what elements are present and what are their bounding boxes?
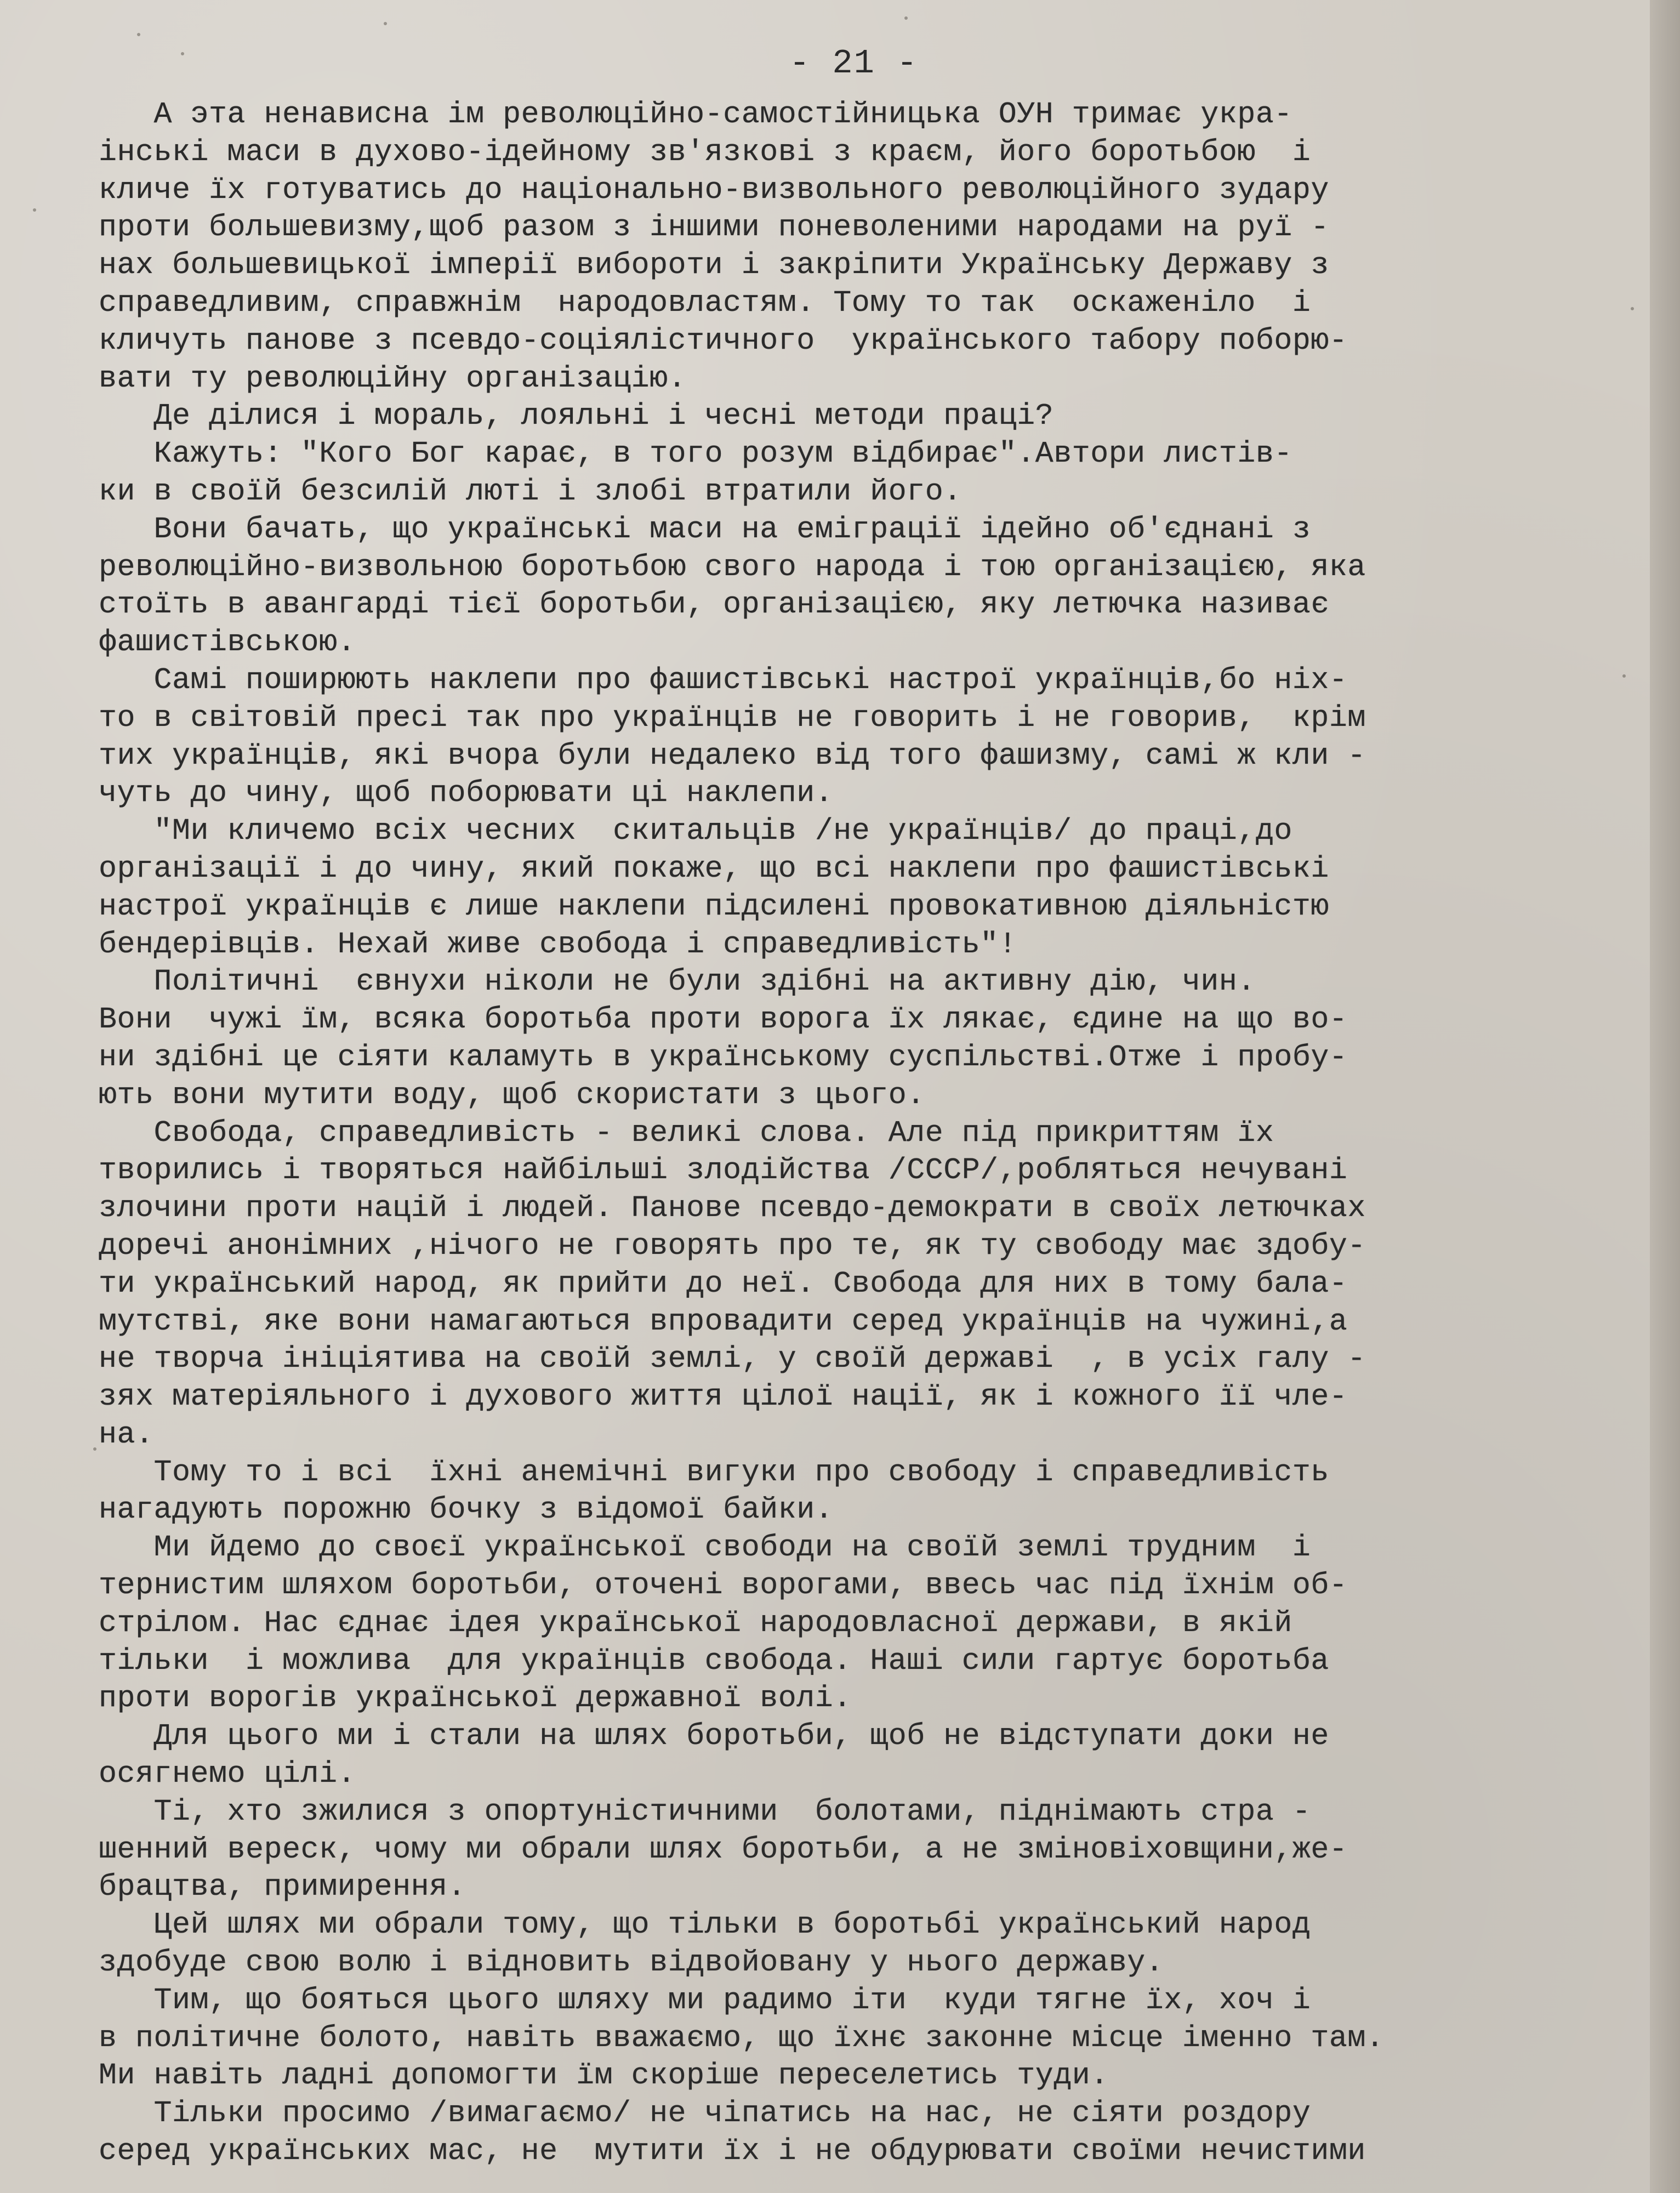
ink-speck <box>1631 307 1634 310</box>
text-line: то в світовій пресі так про українців не говорить і не говорив, крім <box>99 700 1366 735</box>
text-line: настрої українців є лише наклепи підсилені провокативною діяльністю <box>99 889 1329 924</box>
text-line: стрілом. Нас єднає ідея української народовласної держави, в якій <box>99 1605 1292 1640</box>
ink-speck <box>137 33 140 36</box>
page-edge-shadow <box>1650 0 1680 2193</box>
text-line: революційно-визвольною боротьбою свого народа і тою організацією, яка <box>99 549 1366 584</box>
text-line: Тому то і всі їхні анемічні вигуки про свободу і справедливість <box>99 1455 1329 1490</box>
text-line: на. <box>99 1417 154 1452</box>
text-line: серед українських мас, не мутити їх і не обдурювати своїми нечистими <box>99 2134 1366 2169</box>
text-line: тільки і можлива для українців свобода. Наші сили гартує боротьба <box>99 1643 1329 1678</box>
text-line: "Ми кличемо всіх чесних скитальців /не українців/ до праці,до <box>99 814 1292 849</box>
text-line: Самі поширюють наклепи про фашистівські настрої українців,бо ніх- <box>99 662 1348 697</box>
text-line: тих українців, які вчора були недалеко від того фашизму, самі ж кли - <box>99 738 1366 773</box>
text-line: Вони бачать, що українські маси на еміграції ідейно об'єднані з <box>99 512 1311 547</box>
text-line: проти ворогів української державної волі. <box>99 1681 852 1716</box>
text-line: в політичне болото, навіть вважаємо, що їхнє законне місце іменно там. <box>99 2020 1385 2055</box>
text-line: Кажуть: "Кого Бог карає, в того розум відбирає".Автори листів- <box>99 436 1292 471</box>
text-line: проти большевизму,щоб разом з іншими поневоленими народами на руї - <box>99 210 1329 245</box>
text-line: ють вони мутити воду, щоб скористати з цього. <box>99 1077 925 1112</box>
text-line: нах большевицької імперії вибороти і закріпити Українську Державу з <box>99 248 1329 283</box>
text-line: стоїть в авангарді тієї боротьби, організацією, яку летючка називає <box>99 587 1329 622</box>
ink-speck <box>384 22 387 25</box>
text-line: вати ту революційну організацію. <box>99 361 687 396</box>
text-line: Свобода, справедливість - великі слова. Але під прикриттям їх <box>99 1115 1274 1150</box>
text-line: осягнемо цілі. <box>99 1757 356 1792</box>
text-line: кличе їх готуватись до національно-визвольного революційного зудару <box>99 172 1329 207</box>
text-line: чуть до чину, щоб поборювати ці наклепи. <box>99 776 834 811</box>
typed-text-body <box>99 96 1590 2171</box>
text-line: кличуть панове з псевдо-соціялістичного українського табору поборю- <box>99 323 1348 358</box>
text-line: мутстві, яке вони намагаються впровадити серед українців на чужині,а <box>99 1304 1348 1339</box>
text-line: здобуде свою волю і відновить відвойовану у нього державу. <box>99 1945 1164 1980</box>
text-line: ти український народ, як прийти до неї. Свобода для них в тому бала- <box>99 1266 1348 1301</box>
page-number: - 21 - <box>789 44 919 83</box>
text-line: доречі анонімних ,нічого не говорять про те, як ту свободу має здобу- <box>99 1228 1366 1263</box>
ink-speck <box>1622 674 1626 678</box>
text-line: Тим, що бояться цього шляху ми радимо іти куди тягне їх, хоч і <box>99 1982 1311 2018</box>
text-line: Тільки просимо /вимагаємо/ не чіпатись на нас, не сіяти роздору <box>99 2096 1311 2131</box>
text-line: шенний вереск, чому ми обрали шлях боротьби, а не змінoвіховщини,жe- <box>99 1832 1348 1867</box>
text-line: ни здібні це сіяти каламуть в українському суспільстві.Отже і пробу- <box>99 1039 1348 1075</box>
ink-speck <box>904 16 908 20</box>
text-line: Ті, хто зжилися з опортуністичними болотами, піднімають стра - <box>99 1794 1311 1829</box>
text-line: нагадують порожню бочку з відомої байки. <box>99 1492 834 1527</box>
text-line: Для цього ми і стали на шлях боротьби, щоб не відступати доки не <box>99 1719 1329 1754</box>
text-line: Ми навіть ладні допомогти їм скоріше переселетись туди. <box>99 2058 1109 2093</box>
text-line: фашистівською. <box>99 625 356 660</box>
text-line: А эта ненависна ім революційно-самостійницька ОУН тримає укра- <box>99 97 1292 132</box>
text-line: Де ділися і мораль, лояльні і чесні методи праці? <box>99 399 1054 434</box>
text-line: Політичні євнухи ніколи не були здібні на активну дію, чин. <box>99 964 1256 999</box>
text-line: брацтва, примирення. <box>99 1870 466 1905</box>
ink-speck <box>33 208 36 212</box>
text-line: інські маси в духово-ідейному зв'язкові з краєм, його боротьбою і <box>99 134 1311 169</box>
text-line: творились і творяться найбільші злодійства /СССР/,робляться нечувані <box>99 1153 1348 1188</box>
text-line: тернистим шляхом боротьби, оточені ворогами, ввесь час під їхнім об- <box>99 1568 1348 1603</box>
text-line: Вони чужі їм, всяка боротьба проти ворога їх лякає, єдине на що во- <box>99 1002 1348 1037</box>
text-line: зях матеріяльного і духового життя цілої нації, як і кожного її чле- <box>99 1379 1348 1414</box>
ink-speck <box>181 52 184 55</box>
text-line: справедливим, справжнім народовластям. Тому то так оскаженіло і <box>99 285 1311 320</box>
ink-speck <box>93 1447 96 1451</box>
text-line: Ми йдемо до своєї української свободи на своїй землі трудним і <box>99 1530 1311 1565</box>
text-line: злочини проти націй і людей. Панове псевдо-демократи в своїх летючках <box>99 1191 1366 1226</box>
text-line: організації і до чину, який покаже, що всі наклепи про фашистівські <box>99 851 1329 886</box>
text-line: бендерівців. Нехай живе свобода і справедливість"! <box>99 927 1017 962</box>
text-line: ки в своїй безсилій люті і злобі втратили його. <box>99 474 962 509</box>
text-line: Цей шлях ми обрали тому, що тільки в боротьбі український народ <box>99 1907 1311 1942</box>
text-line: не творча ініціятива на своїй землі, у своїй державі , в усіх галу - <box>99 1342 1366 1377</box>
